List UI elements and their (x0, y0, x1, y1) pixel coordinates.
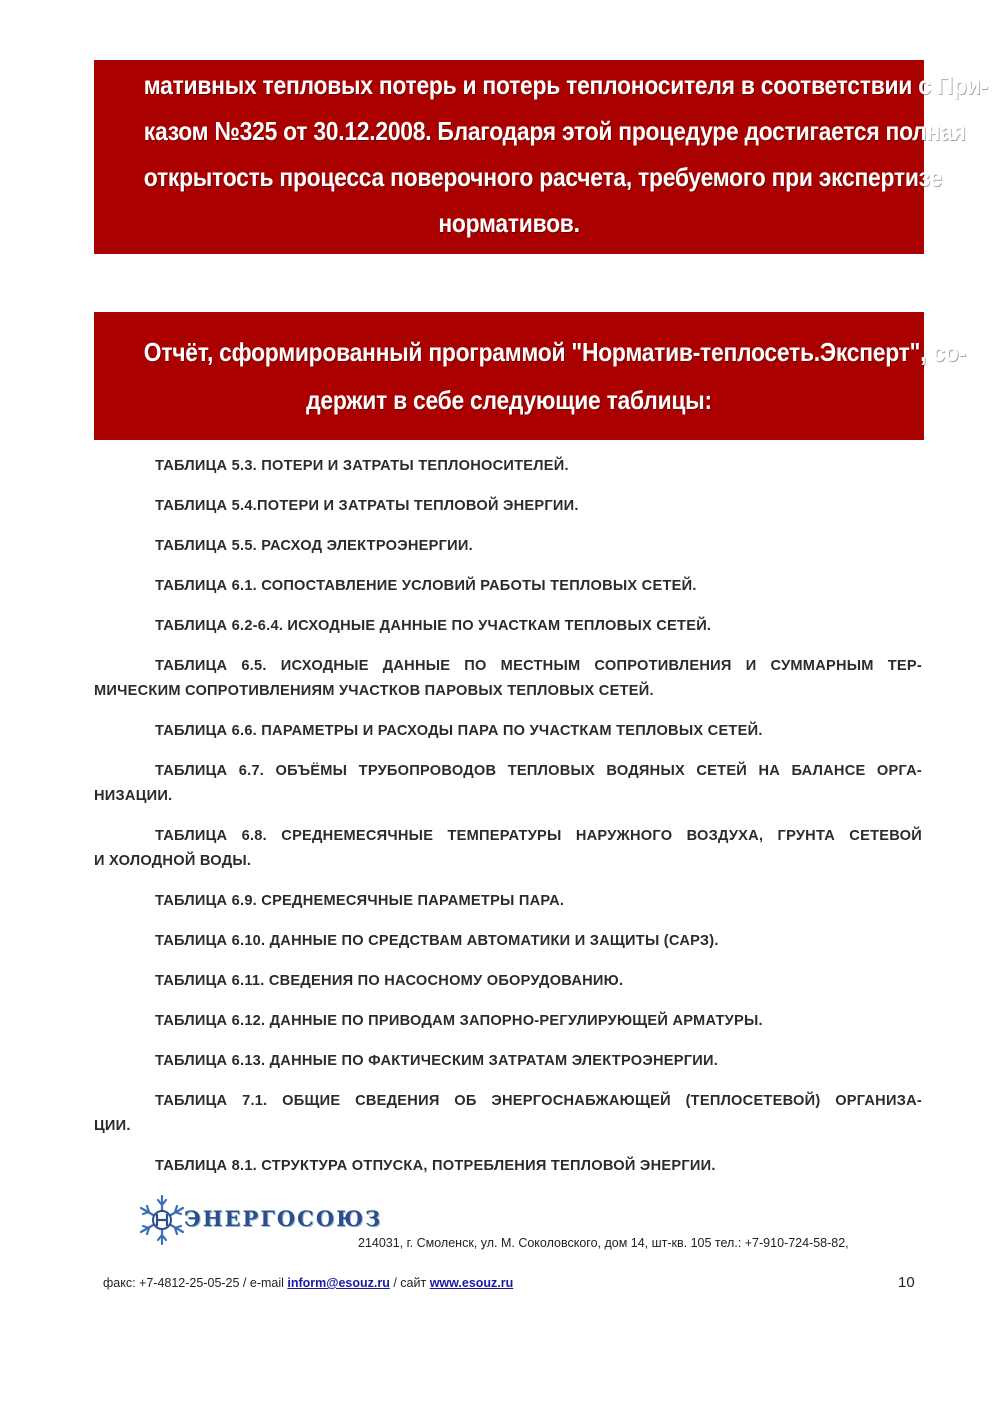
report-heading-line: держит в себе следующие таблицы: (306, 385, 712, 415)
table-list-item: ТАБЛИЦА 6.9. СРЕДНЕМЕСЯЧНЫЕ ПАРАМЕТРЫ ПАРА. (155, 893, 565, 909)
table-list-item: ТАБЛИЦА 6.11. СВЕДЕНИЯ ПО НАСОСНОМУ ОБОРУДОВАНИЮ. (155, 973, 624, 989)
table-list-item-line: ЦИИ. (94, 1118, 131, 1134)
table-list-item: ТАБЛИЦА 6.13. ДАННЫЕ ПО ФАКТИЧЕСКИМ ЗАТРАТАМ ЭЛЕКТРОЭНЕРГИИ. (155, 1053, 719, 1069)
page-number: 10 (898, 1274, 915, 1291)
logo-wordmark: ЭНЕРГОСОЮЗ (184, 1206, 383, 1231)
table-list-item: ТАБЛИЦА 5.4.ПОТЕРИ И ЗАТРАТЫ ТЕПЛОВОЙ ЭНЕРГИИ. (155, 498, 579, 514)
intro-banner-line: мативных тепловых потерь и потерь теплоносителя в соответствии с При- (143, 70, 988, 100)
report-heading-line: Отчёт, сформированный программой "Норматив-теплосеть.Эксперт", со- (143, 337, 966, 367)
table-list-item-line: ТАБЛИЦА 6.7. ОБЪЁМЫ ТРУБОПРОВОДОВ ТЕПЛОВЫХ ВОДЯНЫХ СЕТЕЙ НА БАЛАНСЕ ОРГА- (155, 763, 922, 779)
company-address: 214031, г. Смоленск, ул. М. Соколовского, дом 14, шт-кв. 105 тел.: +7-910-724-58-82, (358, 1236, 849, 1250)
table-list-item: ТАБЛИЦА 6.1. СОПОСТАВЛЕНИЕ УСЛОВИЙ РАБОТЫ ТЕПЛОВЫХ СЕТЕЙ. (155, 578, 697, 594)
intro-banner (94, 60, 988, 254)
table-list-item: ТАБЛИЦА 6.12. ДАННЫЕ ПО ПРИВОДАМ ЗАПОРНО-РЕГУЛИРУЮЩЕЙ АРМАТУРЫ. (155, 1013, 763, 1029)
tables-list (94, 454, 922, 1194)
table-list-item (94, 759, 922, 809)
snowflake-emblem-icon (132, 1192, 192, 1248)
company-logo (132, 1192, 383, 1252)
table-list-item-line: ТАБЛИЦА 6.8. СРЕДНЕМЕСЯЧНЫЕ ТЕМПЕРАТУРЫ НАРУЖНОГО ВОЗДУХА, ГРУНТА СЕТЕВОЙ (155, 828, 922, 844)
table-list-item: ТАБЛИЦА 8.1. СТРУКТУРА ОТПУСКА, ПОТРЕБЛЕНИЯ ТЕПЛОВОЙ ЭНЕРГИИ. (155, 1158, 716, 1174)
table-list-item: ТАБЛИЦА 6.10. ДАННЫЕ ПО СРЕДСТВАМ АВТОМАТИКИ И ЗАЩИТЫ (САРЗ). (155, 933, 719, 949)
table-list-item (94, 654, 922, 704)
table-list-item-line: НИЗАЦИИ. (94, 788, 173, 804)
table-list-item (94, 1089, 922, 1139)
table-list-item-line: ТАБЛИЦА 7.1. ОБЩИЕ СВЕДЕНИЯ ОБ ЭНЕРГОСНАБЖАЮЩЕЙ (ТЕПЛОСЕТЕВОЙ) ОРГАНИЗА- (155, 1093, 922, 1109)
table-list-item (94, 824, 922, 874)
table-list-item: ТАБЛИЦА 6.6. ПАРАМЕТРЫ И РАСХОДЫ ПАРА ПО УЧАСТКАМ ТЕПЛОВЫХ СЕТЕЙ. (155, 723, 763, 739)
website-link[interactable]: www.esouz.ru (429, 1276, 514, 1290)
table-list-item-line: И ХОЛОДНОЙ ВОДЫ. (94, 853, 252, 869)
site-label: / сайт (389, 1276, 430, 1290)
table-list-item: ТАБЛИЦА 5.3. ПОТЕРИ И ЗАТРАТЫ ТЕПЛОНОСИТЕЛЕЙ. (155, 458, 569, 474)
table-list-item: ТАБЛИЦА 5.5. РАСХОД ЭЛЕКТРОЭНЕРГИИ. (155, 538, 473, 554)
table-list-item: ТАБЛИЦА 6.2-6.4. ИСХОДНЫЕ ДАННЫЕ ПО УЧАСТКАМ ТЕПЛОВЫХ СЕТЕЙ. (155, 618, 712, 634)
table-list-item-line: МИЧЕСКИМ СОПРОТИВЛЕНИЯМ УЧАСТКОВ ПАРОВЫХ ТЕПЛОВЫХ СЕТЕЙ. (94, 683, 654, 699)
contact-line (103, 1276, 513, 1290)
intro-banner-line: казом №325 от 30.12.2008. Благодаря этой процедуре достигается полная (143, 116, 966, 146)
intro-banner-line: нормативов. (438, 208, 580, 238)
fax-text: факс: +7-4812-25-05-25 / e-mail (103, 1276, 288, 1290)
report-heading-banner (94, 312, 966, 440)
intro-banner-line: открытость процесса поверочного расчета, требуемого при экспертизе (143, 162, 942, 192)
table-list-item-line: ТАБЛИЦА 6.5. ИСХОДНЫЕ ДАННЫЕ ПО МЕСТНЫМ СОПРОТИВЛЕНИЯ И СУММАРНЫМ ТЕР- (155, 658, 922, 674)
email-link[interactable]: inform@esouz.ru (287, 1276, 390, 1290)
